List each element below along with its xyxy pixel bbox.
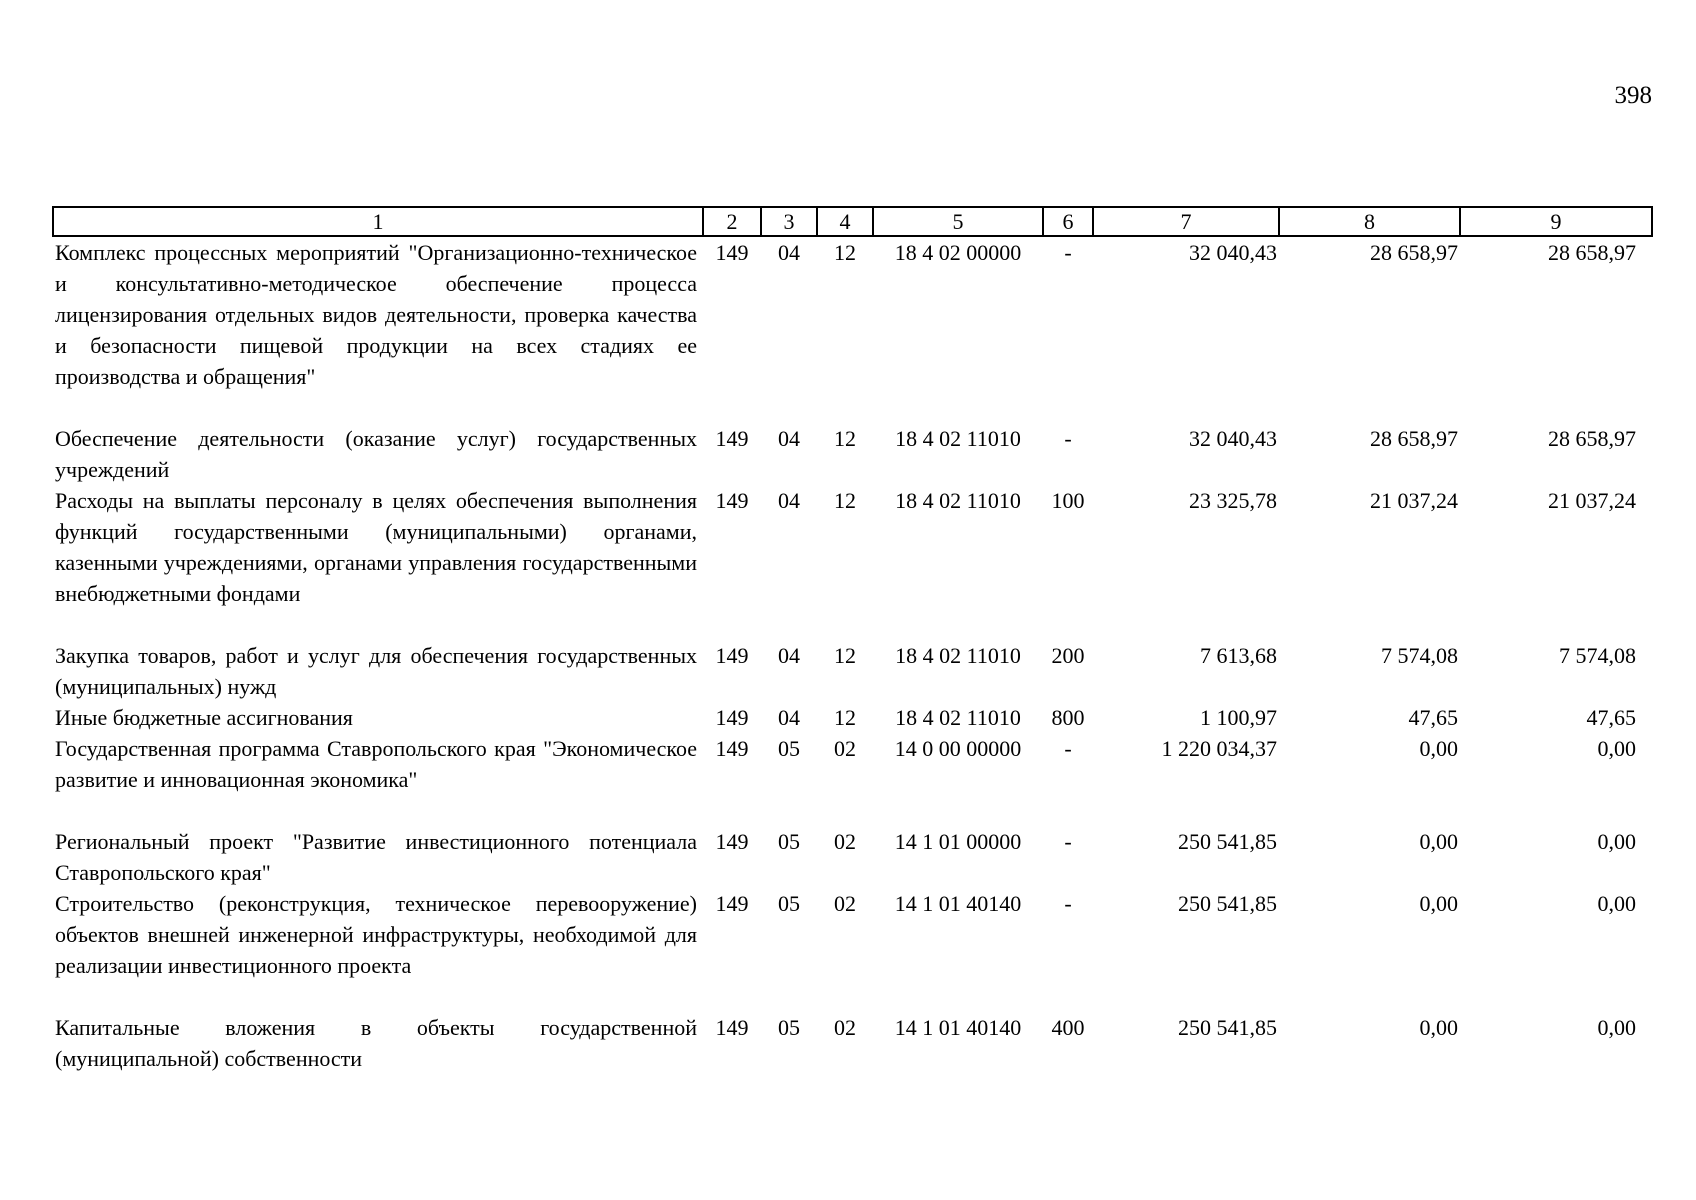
cell-expense-type: 100: [1051, 488, 1085, 513]
column-header: 4: [817, 207, 873, 236]
column-header: 8: [1279, 207, 1460, 236]
cell-target-article: 18 4 02 11010: [895, 705, 1021, 730]
cell-expense-type: 800: [1051, 705, 1085, 730]
cell-section: 04: [778, 426, 800, 451]
cell-amount-1: 23 325,78: [1189, 488, 1277, 513]
row-name: Государственная программа Ставропольского края "Экономическое развитие и инновационная экономика": [55, 736, 697, 792]
cell-subsection: 12: [834, 426, 856, 451]
cell-amount-1: 7 613,68: [1200, 643, 1277, 668]
cell-section: 05: [778, 829, 800, 854]
cell-expense-type: -: [1064, 736, 1072, 761]
cell-expense-type: -: [1064, 240, 1072, 265]
cell-ministry: 149: [715, 643, 749, 668]
row-name: Иные бюджетные ассигнования: [55, 705, 353, 730]
column-header: 3: [761, 207, 817, 236]
table-row: [53, 826, 1652, 888]
row-name: Обеспечение деятельности (оказание услуг) государственных учреждений: [55, 426, 697, 482]
cell-subsection: 12: [834, 705, 856, 730]
cell-target-article: 14 0 00 00000: [894, 736, 1022, 761]
column-header: 2: [703, 207, 761, 236]
column-header: 9: [1460, 207, 1652, 236]
cell-ministry: 149: [715, 426, 749, 451]
cell-amount-2: 0,00: [1419, 736, 1458, 761]
row-name: Комплекс процессных мероприятий "Организационно-техническое и консультативно-методическое обеспечение процесса лицензирования отдельных видов деятельности, проверка качества и безопасности пищевой продукции на всех стадиях ее производства и обращения": [55, 240, 697, 389]
row-name: Региональный проект "Развитие инвестиционного потенциала Ставропольского края": [55, 829, 697, 885]
cell-expense-type: 200: [1051, 643, 1085, 668]
budget-table: [52, 206, 1653, 1074]
table-row: [53, 1012, 1652, 1074]
row-name: Закупка товаров, работ и услуг для обеспечения государственных (муниципальных) нужд: [55, 643, 697, 699]
cell-amount-2: 0,00: [1419, 829, 1458, 854]
cell-amount-2: 0,00: [1419, 1015, 1458, 1040]
cell-expense-type: 400: [1051, 1015, 1085, 1040]
cell-subsection: 12: [834, 488, 856, 513]
cell-amount-2: 7 574,08: [1381, 643, 1458, 668]
cell-target-article: 14 1 01 40140: [894, 1015, 1022, 1040]
cell-target-article: 18 4 02 11010: [895, 488, 1021, 513]
cell-amount-1: 32 040,43: [1189, 426, 1277, 451]
cell-section: 04: [778, 705, 800, 730]
cell-section: 04: [778, 240, 800, 265]
cell-amount-2: 28 658,97: [1370, 426, 1458, 451]
cell-amount-2: 0,00: [1419, 891, 1458, 916]
cell-ministry: 149: [715, 829, 749, 854]
cell-ministry: 149: [715, 736, 749, 761]
cell-target-article: 18 4 02 11010: [895, 643, 1021, 668]
cell-section: 05: [778, 736, 800, 761]
cell-section: 05: [778, 891, 800, 916]
cell-target-article: 18 4 02 00000: [894, 240, 1022, 265]
table-row: [53, 702, 1652, 733]
cell-target-article: 14 1 01 40140: [894, 891, 1022, 916]
cell-amount-2: 47,65: [1408, 705, 1458, 730]
cell-amount-3: 47,65: [1586, 705, 1636, 730]
row-name: Расходы на выплаты персоналу в целях обеспечения выполнения функций государственными (муниципальными) органами, казенными учреждениями, органами управления государственными внебюджетными фондами: [55, 488, 697, 606]
column-header: 7: [1093, 207, 1279, 236]
cell-amount-1: 250 541,85: [1178, 1015, 1277, 1040]
cell-expense-type: -: [1064, 829, 1072, 854]
cell-ministry: 149: [715, 891, 749, 916]
cell-subsection: 12: [834, 643, 856, 668]
table-row: [53, 236, 1652, 423]
cell-subsection: 02: [834, 829, 856, 854]
column-header: 1: [53, 207, 703, 236]
cell-amount-1: 32 040,43: [1189, 240, 1277, 265]
cell-section: 04: [778, 643, 800, 668]
cell-ministry: 149: [715, 1015, 749, 1040]
cell-amount-3: 28 658,97: [1548, 240, 1636, 265]
cell-expense-type: -: [1064, 426, 1072, 451]
cell-ministry: 149: [715, 705, 749, 730]
cell-section: 04: [778, 488, 800, 513]
table-row: [53, 423, 1652, 485]
table-row: [53, 733, 1652, 826]
cell-amount-3: 7 574,08: [1559, 643, 1636, 668]
cell-subsection: 02: [834, 736, 856, 761]
column-header: 5: [873, 207, 1043, 236]
cell-target-article: 18 4 02 11010: [895, 426, 1021, 451]
cell-amount-1: 1 100,97: [1200, 705, 1277, 730]
cell-section: 05: [778, 1015, 800, 1040]
cell-ministry: 149: [715, 240, 749, 265]
cell-amount-2: 28 658,97: [1370, 240, 1458, 265]
cell-amount-3: 0,00: [1597, 1015, 1636, 1040]
cell-amount-3: 28 658,97: [1548, 426, 1636, 451]
cell-amount-1: 1 220 034,37: [1161, 736, 1277, 761]
cell-subsection: 12: [834, 240, 856, 265]
table-row: [53, 485, 1652, 640]
page-number: 398: [1614, 82, 1652, 109]
row-name: Капитальные вложения в объекты государственной (муниципальной) собственности: [55, 1015, 697, 1071]
cell-subsection: 02: [834, 891, 856, 916]
cell-ministry: 149: [715, 488, 749, 513]
cell-subsection: 02: [834, 1015, 856, 1040]
row-name: Строительство (реконструкция, техническое перевооружение) объектов внешней инженерной инфраструктуры, необходимой для реализации инвестиционного проекта: [55, 891, 697, 978]
cell-amount-3: 0,00: [1597, 891, 1636, 916]
cell-amount-1: 250 541,85: [1178, 891, 1277, 916]
cell-amount-3: 0,00: [1597, 829, 1636, 854]
cell-amount-2: 21 037,24: [1370, 488, 1458, 513]
table-row: [53, 640, 1652, 702]
cell-amount-1: 250 541,85: [1178, 829, 1277, 854]
cell-expense-type: -: [1064, 891, 1072, 916]
cell-target-article: 14 1 01 00000: [894, 829, 1022, 854]
column-number-header: [53, 207, 1652, 236]
cell-amount-3: 21 037,24: [1548, 488, 1636, 513]
cell-amount-3: 0,00: [1597, 736, 1636, 761]
table-row: [53, 888, 1652, 1012]
column-header: 6: [1043, 207, 1093, 236]
